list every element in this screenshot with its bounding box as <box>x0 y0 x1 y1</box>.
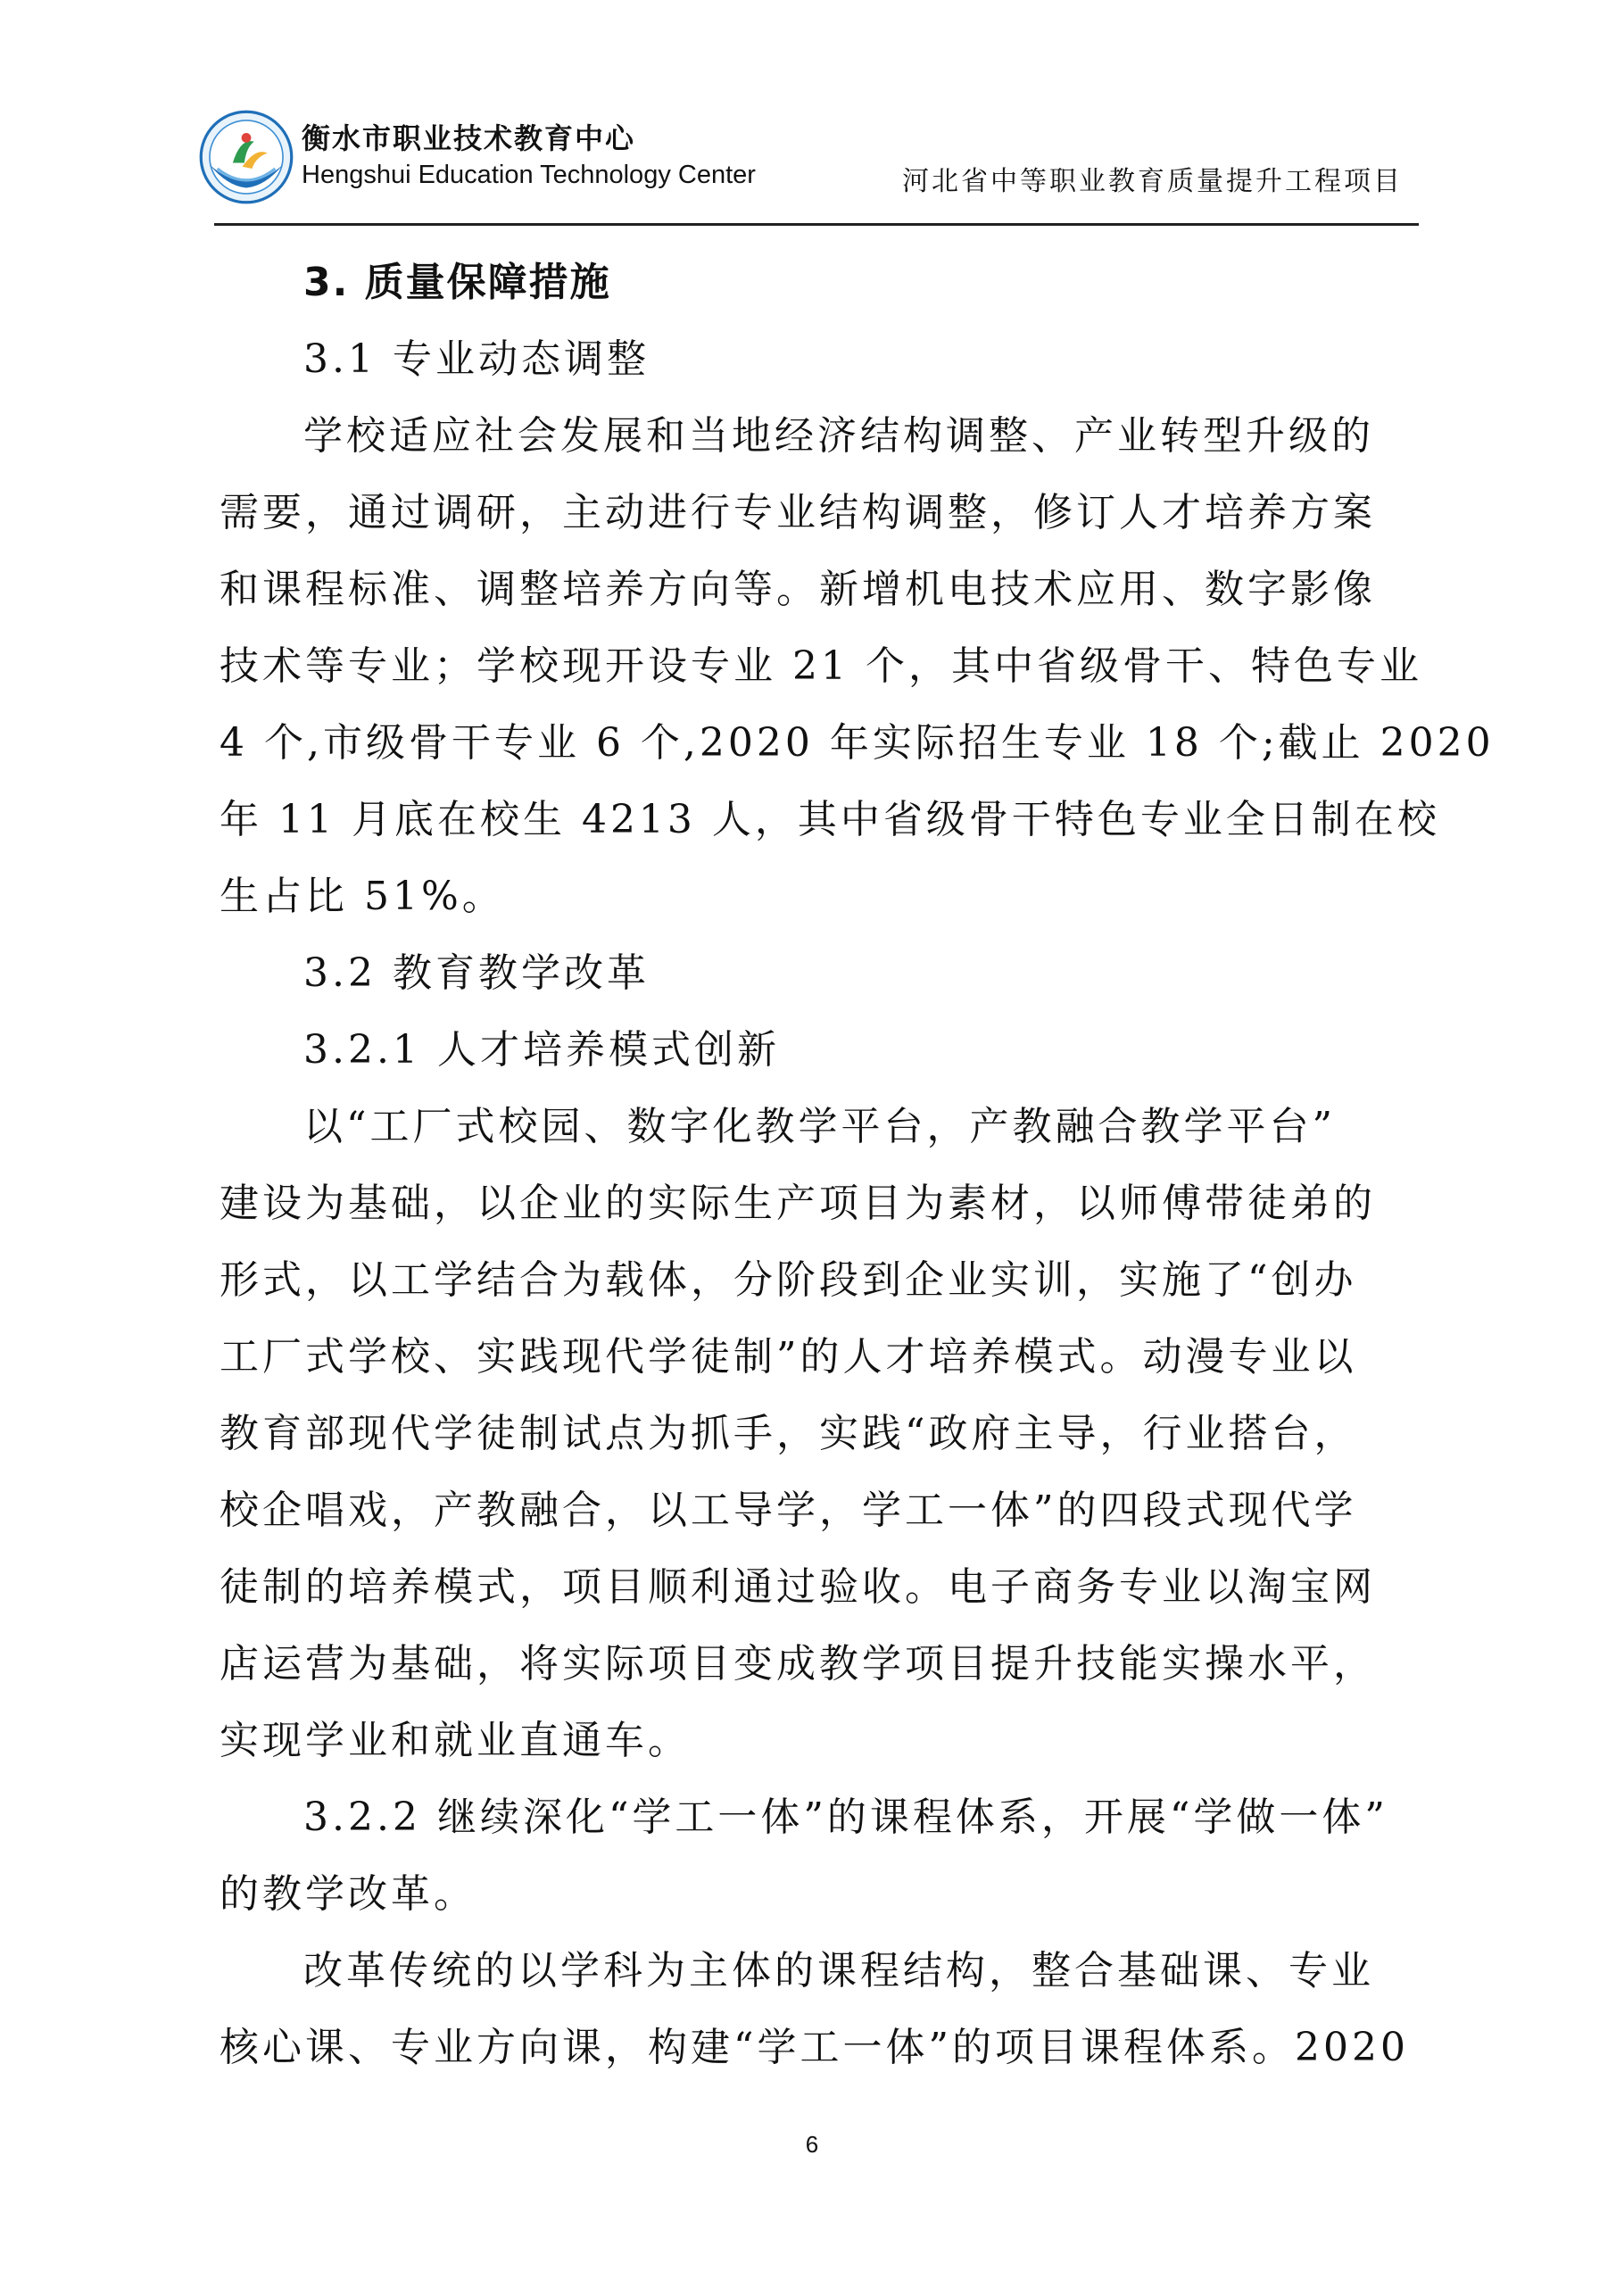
org-name-en: Hengshui Education Technology Center <box>302 161 756 189</box>
paragraph-line: 改革传统的以学科为主体的课程结构，整合基础课、专业 <box>303 1948 1374 1993</box>
school-logo-icon <box>198 109 294 205</box>
subsection-heading: 3.2 教育教学改革 <box>303 950 650 996</box>
document-body <box>220 245 1495 2086</box>
paragraph-line: 实现学业和就业直通车。 <box>220 1718 691 1763</box>
paragraph-line: 建设为基础，以企业的实际生产项目为素材，以师傅带徒弟的 <box>220 1181 1376 1226</box>
paragraph-line: 学校适应社会发展和当地经济结构调整、产业转型升级的 <box>303 413 1374 459</box>
paragraph-line: 和课程标准、调整培养方向等。新增机电技术应用、数字影像 <box>220 567 1376 612</box>
paragraph-line: 以“工厂式校园、数字化教学平台，产教融合教学平台” <box>303 1104 1336 1149</box>
paragraph-line: 校企唱戏，产教融合，以工导学，学工一体”的四段式现代学 <box>220 1488 1357 1533</box>
subsection-heading: 3.1 专业动态调整 <box>303 336 650 382</box>
paragraph-line: 需要，通过调研，主动进行专业结构调整，修订人才培养方案 <box>220 490 1376 535</box>
subsection-heading: 3.2.1 人才培养模式创新 <box>303 1027 780 1073</box>
page-header <box>0 0 1624 232</box>
paragraph-line: 4 个,市级骨干专业 6 个,2020 年实际招生专业 18 个;截止 2020 <box>220 720 1495 766</box>
subsection-heading: 的教学改革。 <box>220 1871 476 1917</box>
paragraph-line: 年 11 月底在校生 4213 人，其中省级骨干特色专业全日制在校 <box>220 797 1440 842</box>
paragraph-line: 教育部现代学徒制试点为抓手，实践“政府主导，行业搭台， <box>220 1411 1357 1456</box>
project-title: 河北省中等职业教育质量提升工程项目 <box>902 166 1403 197</box>
paragraph-line: 形式，以工学结合为载体，分阶段到企业实训，实施了“创办 <box>220 1257 1357 1303</box>
subsection-heading: 3.2.2 继续深化“学工一体”的课程体系，开展“学做一体” <box>303 1795 1388 1840</box>
paragraph-line: 店运营为基础，将实际项目变成教学项目提升技能实操水平， <box>220 1641 1376 1687</box>
org-name-cn: 衡水市职业技术教育中心 <box>302 121 636 155</box>
paragraph-line: 徒制的培养模式，项目顺利通过验收。电子商务专业以淘宝网 <box>220 1564 1376 1610</box>
header-rule <box>214 223 1419 226</box>
page-number: 6 <box>805 2131 819 2158</box>
paragraph-line: 工厂式学校、实践现代学徒制”的人才培养模式。动漫专业以 <box>220 1334 1357 1380</box>
paragraph-line: 核心课、专业方向课，构建“学工一体”的项目课程体系。2020 <box>220 2025 1409 2070</box>
paragraph-line: 技术等专业；学校现开设专业 21 个，其中省级骨干、特色专业 <box>220 643 1422 689</box>
paragraph-line: 生占比 51%。 <box>220 874 505 919</box>
section-heading: 3. 质量保障措施 <box>303 260 611 305</box>
